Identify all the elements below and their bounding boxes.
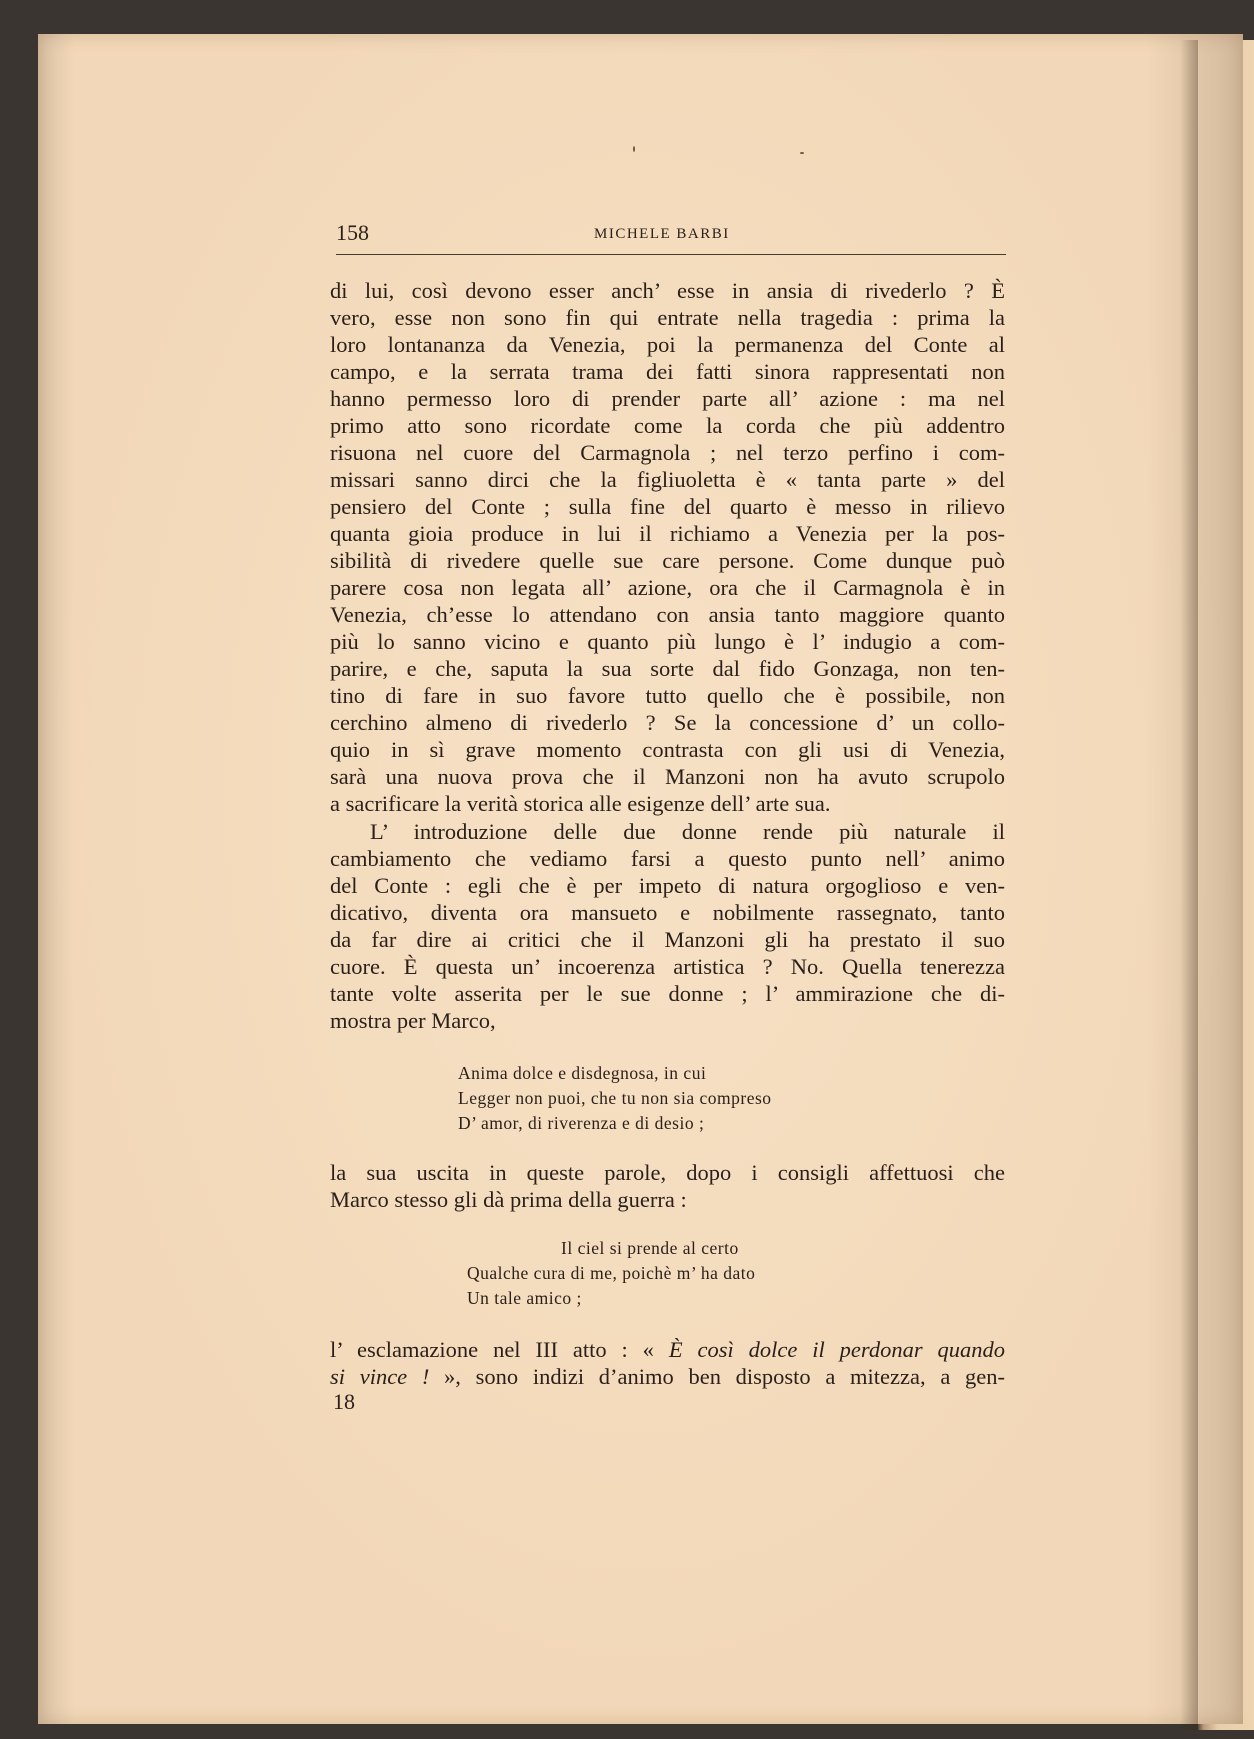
text-line: Marco stesso gli dà prima della guerra : — [330, 1187, 687, 1212]
text-line: la sua uscita in queste parole, dopo i consigli affettuosi che — [330, 1160, 1005, 1185]
text-line: parire, e che, saputa la sua sorte dal fido Gonzaga, non ten- — [330, 656, 1005, 681]
text-line: sibilità di rivedere quelle sue care persone. Come dunque può — [330, 548, 1005, 573]
verse-line: Legger non puoi, che tu non sia compreso — [458, 1088, 772, 1108]
text-line: cuore. È questa un’ incoerenza artistica ? No. Quella tenerezza — [330, 954, 1005, 979]
gutter-shadow — [1180, 40, 1198, 1730]
text-line: cambiamento che vediamo farsi a questo punto nell’ animo — [330, 846, 1005, 871]
verse-line: Qualche cura di me, poichè m’ ha dato — [467, 1263, 756, 1283]
text-line: cerchino almeno di rivederlo ? Se la concessione d’ un collo- — [330, 710, 1005, 735]
text-line — [330, 1336, 1005, 1363]
text-line: da far dire ai critici che il Manzoni gli ha prestato il suo — [330, 927, 1005, 952]
text-line: pensiero del Conte ; sulla fine del quarto è messo in rilievo — [330, 494, 1005, 519]
text-line: vero, esse non sono fin qui entrate nella tragedia : prima la — [330, 305, 1005, 330]
paper-speck — [633, 146, 635, 152]
verse-line: Anima dolce e disdegnosa, in cui — [458, 1063, 707, 1083]
text-line: risuona nel cuore del Carmagnola ; nel terzo perfino i com- — [330, 440, 1005, 465]
text-line: di lui, così devono esser anch’ esse in ansia di rivederlo ? È — [330, 278, 1005, 303]
text-line: parere cosa non legata all’ azione, ora che il Carmagnola è in — [330, 575, 1005, 600]
text-run: l’ esclamazione nel III atto : « — [330, 1337, 669, 1362]
text-line: quanta gioia produce in lui il richiamo a Venezia per la pos- — [330, 521, 1005, 546]
text-line: missari sanno dirci che la figliuoletta è « tanta parte » del — [330, 467, 1005, 492]
text-line: dicativo, diventa ora mansueto e nobilmente rassegnato, tanto — [330, 900, 1005, 925]
paper-speck — [800, 152, 804, 154]
text-line: a sacrificare la verità storica alle esigenze dell’ arte sua. — [330, 791, 831, 816]
text-line: Venezia, ch’esse lo attendano con ansia tanto maggiore quanto — [330, 602, 1005, 627]
text-line: sarà una nuova prova che il Manzoni non ha avuto scrupolo — [330, 764, 1005, 789]
verse-line: Il ciel si prende al certo — [561, 1238, 739, 1258]
text-line: quio in sì grave momento contrasta con gli usi di Venezia, — [330, 737, 1005, 762]
running-title: MICHELE BARBI — [594, 226, 730, 242]
text-line: loro lontananza da Venezia, poi la permanenza del Conte al — [330, 332, 1005, 357]
text-line: primo atto sono ricordate come la corda che più addentro — [330, 413, 1005, 438]
page-number: 158 — [336, 220, 369, 245]
verse-line: Un tale amico ; — [467, 1288, 582, 1308]
running-head — [336, 220, 1006, 255]
verse-line: D’ amor, di riverenza e di desio ; — [458, 1113, 705, 1133]
text-line — [330, 1363, 1005, 1390]
text-line: tante volte asserita per le sue donne ; l’ ammirazione che di- — [330, 981, 1005, 1006]
italic-quote: si vince ! — [330, 1364, 430, 1389]
text-line: tino di fare in suo favore tutto quello che è possibile, non — [330, 683, 1005, 708]
signature-mark: 18 — [333, 1389, 355, 1414]
text-line: del Conte : egli che è per impeto di natura orgoglioso e ven- — [330, 873, 1005, 898]
text-run: », sono indizi d’animo ben disposto a mitezza, a gen- — [429, 1364, 1005, 1389]
text-line: campo, e la serrata trama dei fatti sinora rappresentati non — [330, 359, 1005, 384]
italic-quote: È così dolce il perdonar quando — [668, 1337, 1005, 1362]
text-line: mostra per Marco, — [330, 1008, 496, 1033]
text-line: hanno permesso loro di prender parte all’ azione : ma nel — [330, 386, 1005, 411]
text-line: L’ introduzione delle due donne rende più naturale il — [370, 819, 1005, 844]
text-line: più lo sanno vicino e quanto più lungo è l’ indugio a com- — [330, 629, 1005, 654]
